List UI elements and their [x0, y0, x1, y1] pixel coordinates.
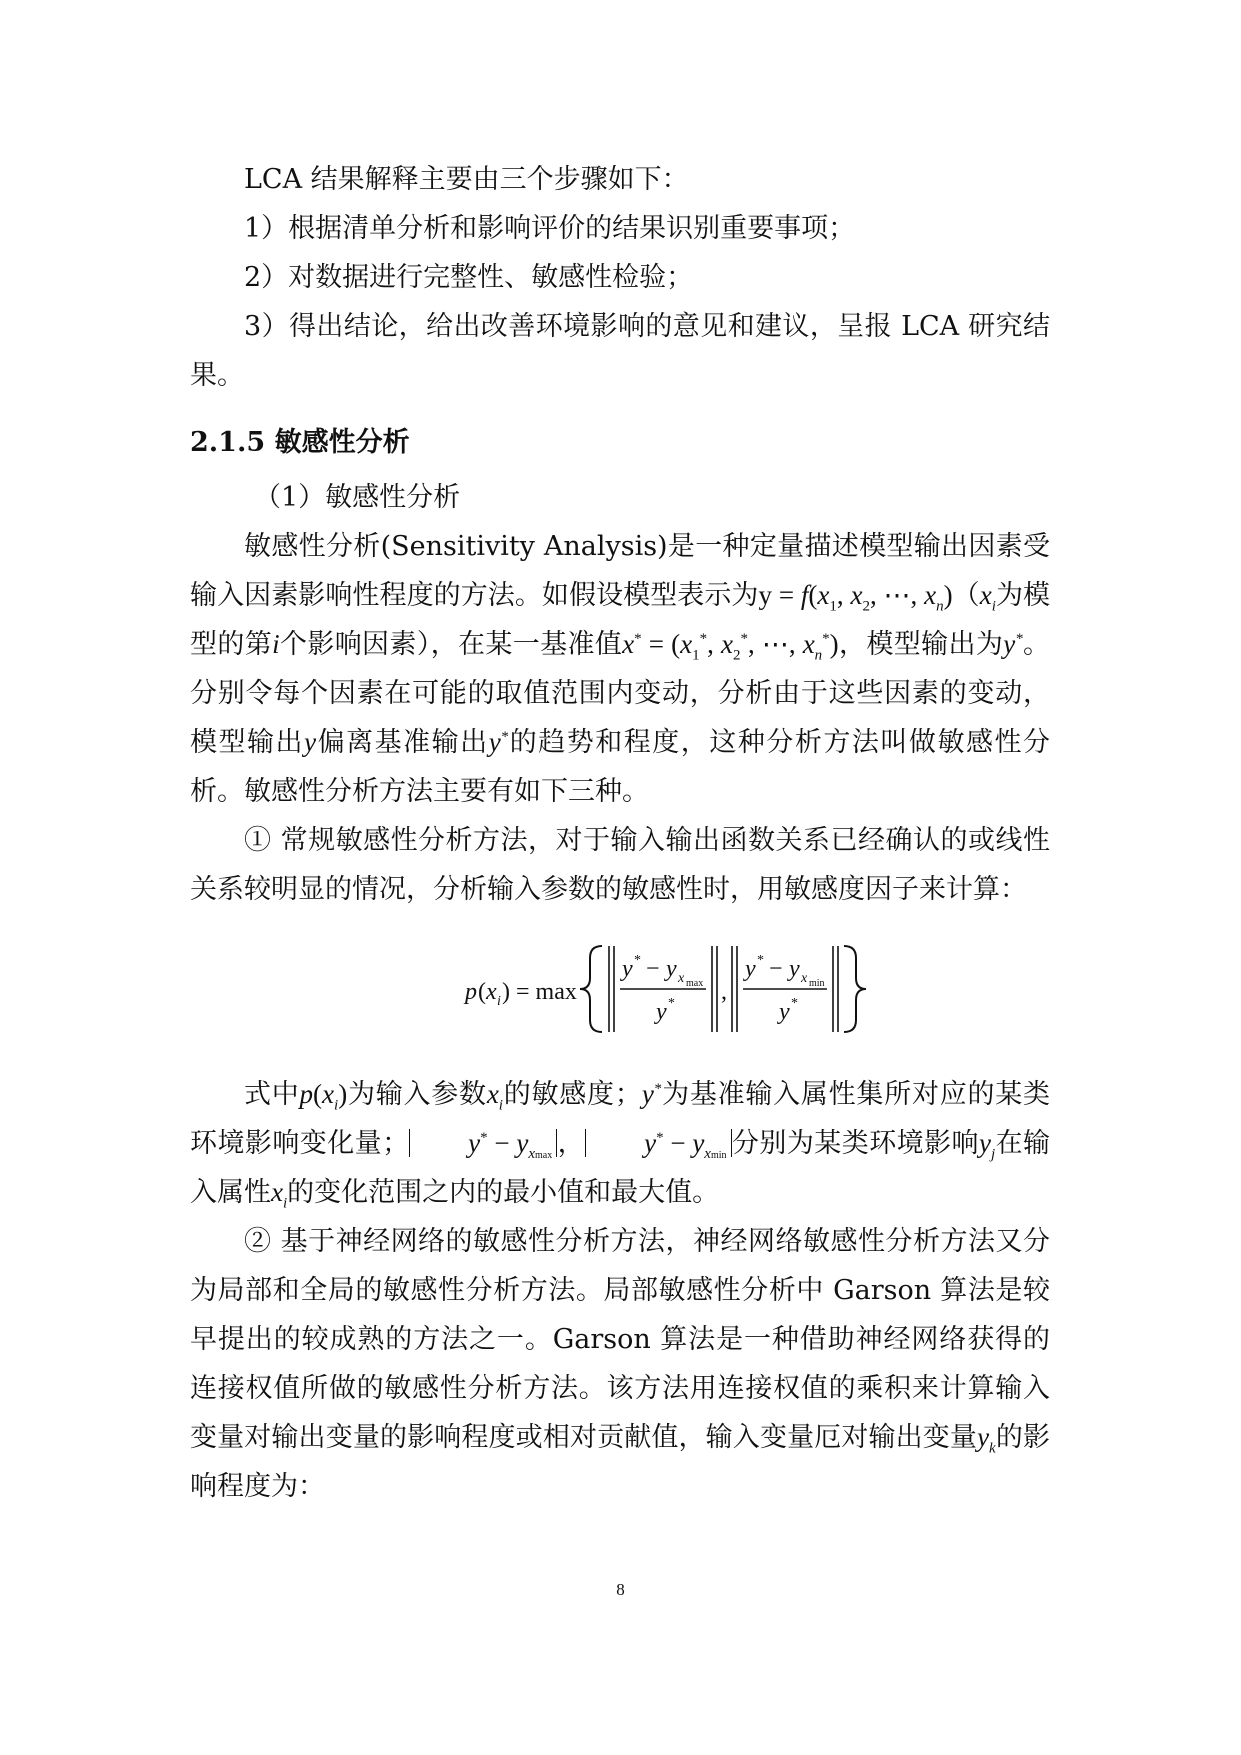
math-ystar: y* — [1003, 629, 1023, 659]
paragraph-step-2: 2）对数据进行完整性、敏感性检验； — [244, 262, 694, 293]
text-run: 个影响因素），在某一基准值 — [279, 629, 623, 660]
formula-lhs-close: ) = max — [502, 979, 577, 1005]
svg-text:x: x — [678, 971, 685, 986]
text-run: 为基准输入属性集所对应的某类环境影响变化量； — [190, 1079, 1051, 1159]
math-i: i — [272, 629, 280, 659]
paragraph-sensitivity-definition — [190, 522, 1050, 816]
svg-text:y: y — [656, 999, 667, 1025]
text-run: 的敏感度； — [502, 1079, 642, 1110]
svg-text:−: − — [769, 956, 783, 982]
text-run: 偏离基准输出 — [316, 727, 489, 758]
svg-text:*: * — [668, 996, 675, 1011]
text-run: 在输入属性 — [190, 1128, 1051, 1208]
svg-text:x: x — [801, 971, 808, 986]
math-yk: $y_k$ — [977, 1422, 996, 1457]
text-run: ，模型输出为 — [838, 629, 1004, 660]
math-ystar: y* — [488, 727, 509, 757]
svg-text:−: − — [646, 956, 660, 982]
text-run: 为模型的第 — [190, 580, 1051, 660]
formula-num-y: y — [622, 956, 633, 982]
text-run: （ — [952, 580, 980, 611]
formula-svg — [190, 934, 1050, 1044]
text-run: ② 基于神经网络的敏感性分析方法，神经网络敏感性分析方法又分为局部和全局的敏感性分析方法。局部敏感性分析中 Garson 算法是较早提出的较成熟的方法之一。Garson 算法是一种借助神经网络获得的连接权值所做的敏感性分析方法。该方法用连接权值的乘积来计算输入变量对输出变量的影响程度或相对贡献值，输入变量厄对输出变量 — [190, 1226, 1050, 1453]
svg-text:y: y — [779, 999, 790, 1025]
page-number: 8 — [616, 1580, 625, 1599]
section-heading — [190, 418, 1050, 467]
paragraph-step-1: 1）根据清单分析和影响评价的结果识别重要事项； — [244, 213, 856, 244]
text-run: ， — [557, 1128, 586, 1159]
math-xi: $x_i$ — [486, 1079, 503, 1114]
paragraph-method-1: ① 常规敏感性分析方法，对于输入输出函数关系已经确认的或线性关系较明显的情况，分析输入参数的敏感性时，用敏感度因子来计算： — [190, 825, 1050, 905]
paragraph-formula-explanation: 式中$p(x_i)$为输入参数$x_i$的敏感度；y*为基准输入属性集所对应的某类环境影响变化量； $y^* - y_{xmax}$ ， $y^* - y_{xmin}$ 分别为某类环境影响$y_j$在输入属性$x_i$的变化范围之内的最小值和最大值。 — [190, 1079, 1051, 1212]
math-abs-max: $y^* - y_{xmax}$ — [409, 1129, 557, 1157]
formula-paren: ( — [478, 979, 486, 1005]
svg-text:*: * — [634, 953, 641, 968]
svg-text:y: y — [745, 956, 756, 982]
section-number: 2.1.5 — [190, 427, 266, 458]
math-model: $y = f(x_1$, $x_2$, ⋯, $x_n$) — [758, 580, 953, 615]
math-yj: $y_j$ — [978, 1128, 996, 1163]
text-run: 的变化范围之内的最小值和最大值。 — [287, 1177, 720, 1208]
text-run: 式中 — [244, 1079, 300, 1110]
text-run: 。分别令每个因素在可能的取值范围内变动，分析由于这些因素的变动，模型输出 — [190, 629, 1051, 758]
paragraph-method-2 — [190, 1217, 1050, 1511]
text-run: 分别为某类环境影响 — [731, 1128, 979, 1159]
formula-p: p — [465, 979, 477, 1005]
formula-x: x — [486, 979, 497, 1005]
math-baseline: $x^* = (x_1^*$, $x_2^*$, ⋯, $x_n^*$) — [622, 629, 839, 664]
svg-text:y: y — [666, 956, 677, 982]
sensitivity-formula — [190, 934, 1050, 1044]
text-run: 为输入参数 — [347, 1079, 487, 1110]
paragraph-step-3: 3）得出结论，给出改善环境影响的意见和建议，呈报 LCA 研究结果。 — [190, 311, 1050, 391]
svg-text:y: y — [789, 956, 800, 982]
paragraph-intro: LCA 结果解释主要由三个步骤如下： — [244, 164, 689, 195]
formula-sub-max: max — [686, 978, 704, 989]
text-run: 敏感性分析(Sensitivity Analysis)是一种定量描述模型输出因素受输入因素影响性程度的方法。如假设模型表示为 — [190, 531, 1050, 611]
text-run: 的影响程度为： — [190, 1422, 1050, 1502]
section-title: 敏感性分析 — [274, 427, 410, 458]
left-brace — [580, 946, 602, 1032]
math-xi: $x_i$ — [271, 1177, 288, 1212]
math-pxi: p — [299, 1079, 314, 1109]
math-xi: $x_i$ — [979, 580, 996, 615]
svg-text:*: * — [757, 953, 764, 968]
math-y: y — [304, 727, 317, 757]
math-abs-min: $y^* - y_{xmin}$ — [585, 1129, 731, 1157]
text-run: 的趋势和程度，这种分析方法叫做敏感性分析。敏感性分析方法主要有如下三种。 — [190, 727, 1051, 807]
svg-text:,: , — [721, 979, 727, 1005]
formula-sub-min: min — [809, 978, 825, 989]
subheading: （1）敏感性分析 — [254, 482, 461, 513]
svg-text:*: * — [791, 996, 798, 1011]
formula-sub-i: i — [497, 994, 501, 1009]
page-content — [190, 155, 1050, 1511]
right-brace — [844, 946, 866, 1032]
math-ystar: y* — [641, 1079, 662, 1109]
